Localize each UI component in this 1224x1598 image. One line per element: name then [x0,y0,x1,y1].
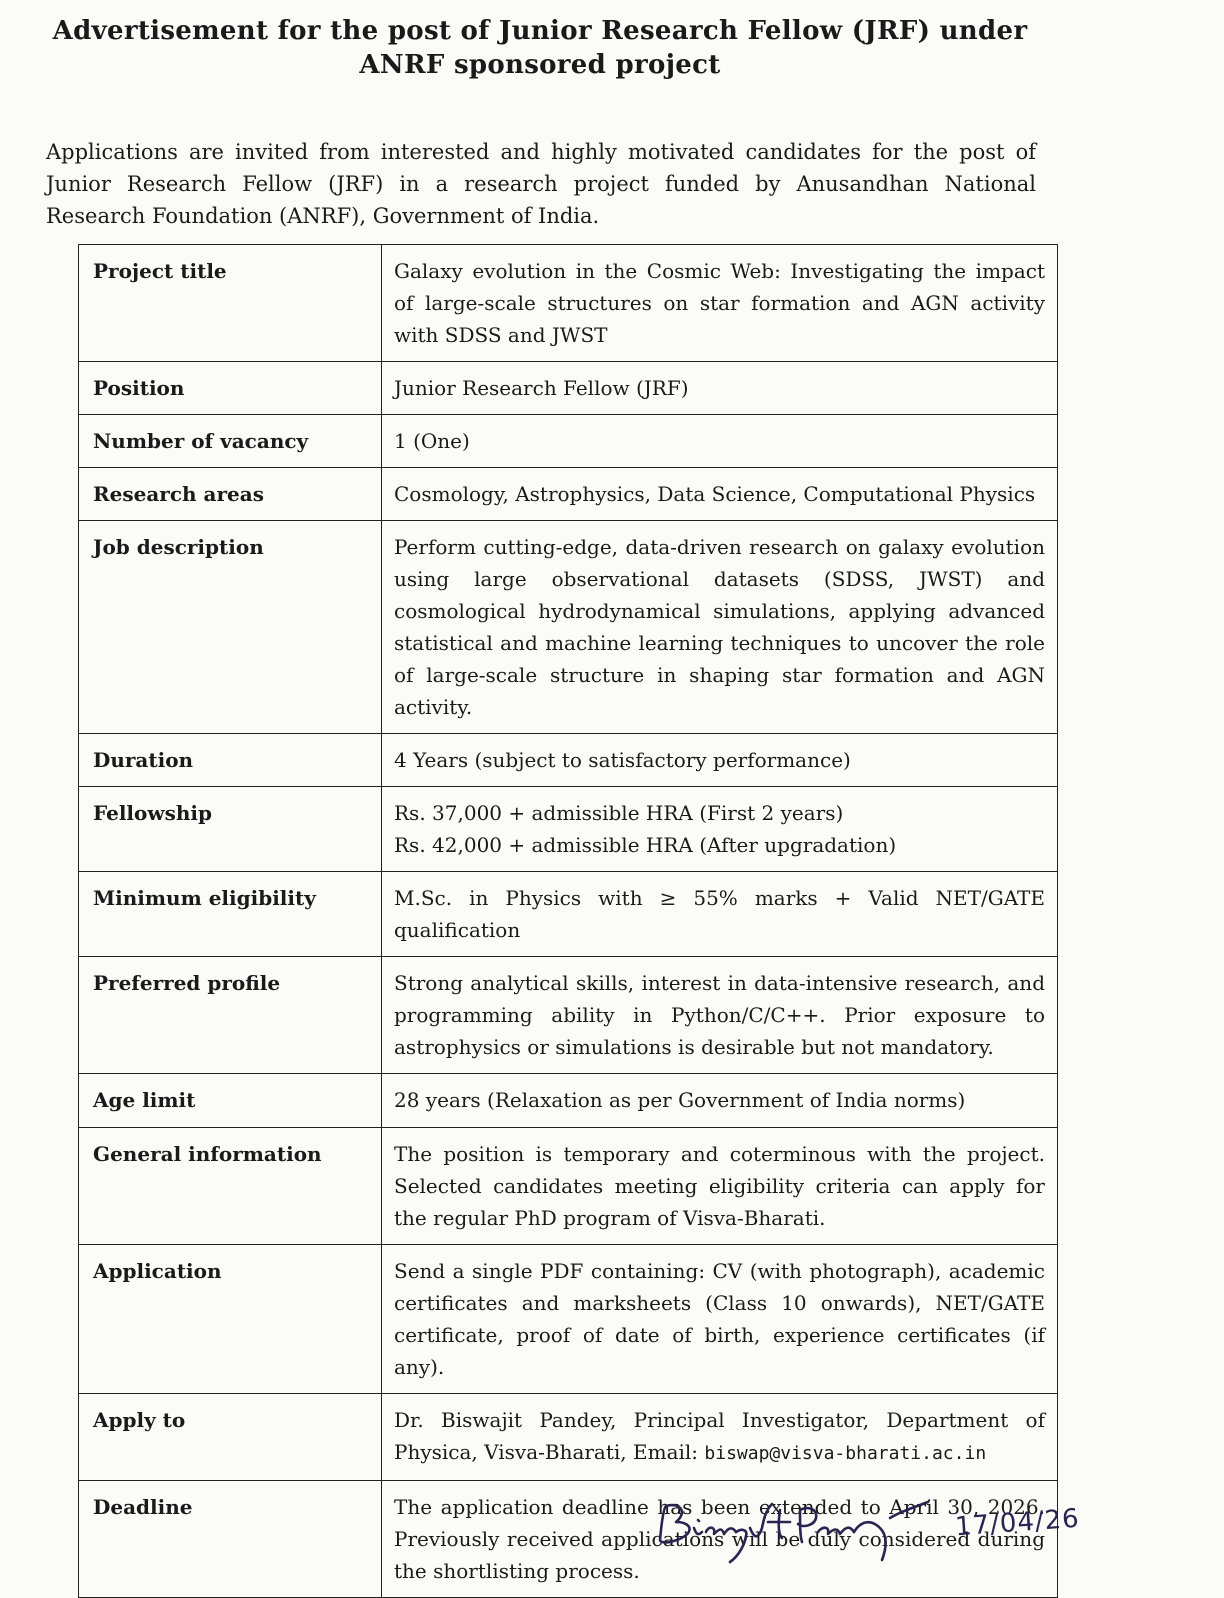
table-row-vacancy [79,415,1058,468]
title-line-2: ANRF sponsored project [359,50,721,80]
table-row-apply-to [79,1394,1058,1481]
table-row-preferred-profile [79,957,1058,1074]
fellowship-line-2: Rs. 42,000 + admissible HRA (After upgradation) [394,833,897,857]
value-apply-to [382,1394,1058,1481]
value-duration: 4 Years (subject to satisfactory performance) [382,734,1058,787]
label-project-title: Project title [79,245,382,362]
value-preferred-profile: Strong analytical skills, interest in data-intensive research, and programming ability in Python/C/C++. Prior exposure to astrophysics or simulations is desirable but not mandatory. [382,957,1058,1074]
label-preferred-profile: Preferred profile [79,957,382,1074]
label-fellowship: Fellowship [79,787,382,872]
handwritten-signature [650,1488,950,1568]
signature-date: 17/04/26 [954,1503,1081,1543]
table-row-application [79,1245,1058,1394]
value-fellowship [382,787,1058,872]
fellowship-line-1: Rs. 37,000 + admissible HRA (First 2 years) [394,801,844,825]
value-eligibility: M.Sc. in Physics with ≥ 55% marks + Valid NET/GATE qualification [382,872,1058,957]
value-research-areas: Cosmology, Astrophysics, Data Science, Computational Physics [382,468,1058,521]
apply-to-text: Dr. Biswajit Pandey, Principal Investigator, Department of Physica, Visva-Bharati, Email: [394,1408,1045,1464]
value-project-title: Galaxy evolution in the Cosmic Web: Investigating the impact of large-scale structures on star formation and AGN activity with SDSS and JWST [382,245,1058,362]
label-eligibility: Minimum eligibility [79,872,382,957]
label-job-description: Job description [79,521,382,734]
label-application: Application [79,1245,382,1394]
label-age-limit: Age limit [79,1074,382,1128]
document-title [40,14,1040,82]
table-row-eligibility [79,872,1058,957]
table-row-fellowship [79,787,1058,872]
value-vacancy: 1 (One) [382,415,1058,468]
table-row-project-title [79,245,1058,362]
table-row-research-areas [79,468,1058,521]
value-position: Junior Research Fellow (JRF) [382,362,1058,415]
title-line-1: Advertisement for the post of Junior Research Fellow (JRF) under [52,16,1028,46]
label-general-information: General information [79,1128,382,1245]
label-research-areas: Research areas [79,468,382,521]
label-duration: Duration [79,734,382,787]
label-apply-to: Apply to [79,1394,382,1481]
table-row-position [79,362,1058,415]
value-application: Send a single PDF containing: CV (with photograph), academic certificates and marksheets (Class 10 onwards), NET/GATE certificate, proof of date of birth, experience certificates (if any). [382,1245,1058,1394]
table-row-general-information [79,1128,1058,1245]
table-row-job-description [79,521,1058,734]
apply-to-email[interactable]: biswap@visva-bharati.ac.in [704,1443,987,1464]
value-age-limit: 28 years (Relaxation as per Government of India norms) [382,1074,1058,1128]
table-row-duration [79,734,1058,787]
label-vacancy: Number of vacancy [79,415,382,468]
value-deadline: The application deadline has been extended to April 30, 2026. Previously received applications will be duly considered during the shortlisting process. [382,1481,1058,1598]
intro-paragraph: Applications are invited from interested and highly motivated candidates for the post of Junior Research Fellow (JRF) in a research project funded by Anusandhan National Research Foundation (ANRF), Government of India. [46,140,1036,228]
value-general-information: The position is temporary and coterminous with the project. Selected candidates meeting eligibility criteria can apply for the regular PhD program of Visva-Bharati. [382,1128,1058,1245]
label-deadline: Deadline [79,1481,382,1598]
table-row-age-limit [79,1074,1058,1128]
value-job-description: Perform cutting-edge, data-driven research on galaxy evolution using large observational datasets (SDSS, JWST) and cosmological hydrodynamical simulations, applying advanced statistical and machine learning techniques to uncover the role of large-scale structure in shaping star formation and AGN activity. [382,521,1058,734]
label-position: Position [79,362,382,415]
advertisement-table [78,244,1058,1598]
